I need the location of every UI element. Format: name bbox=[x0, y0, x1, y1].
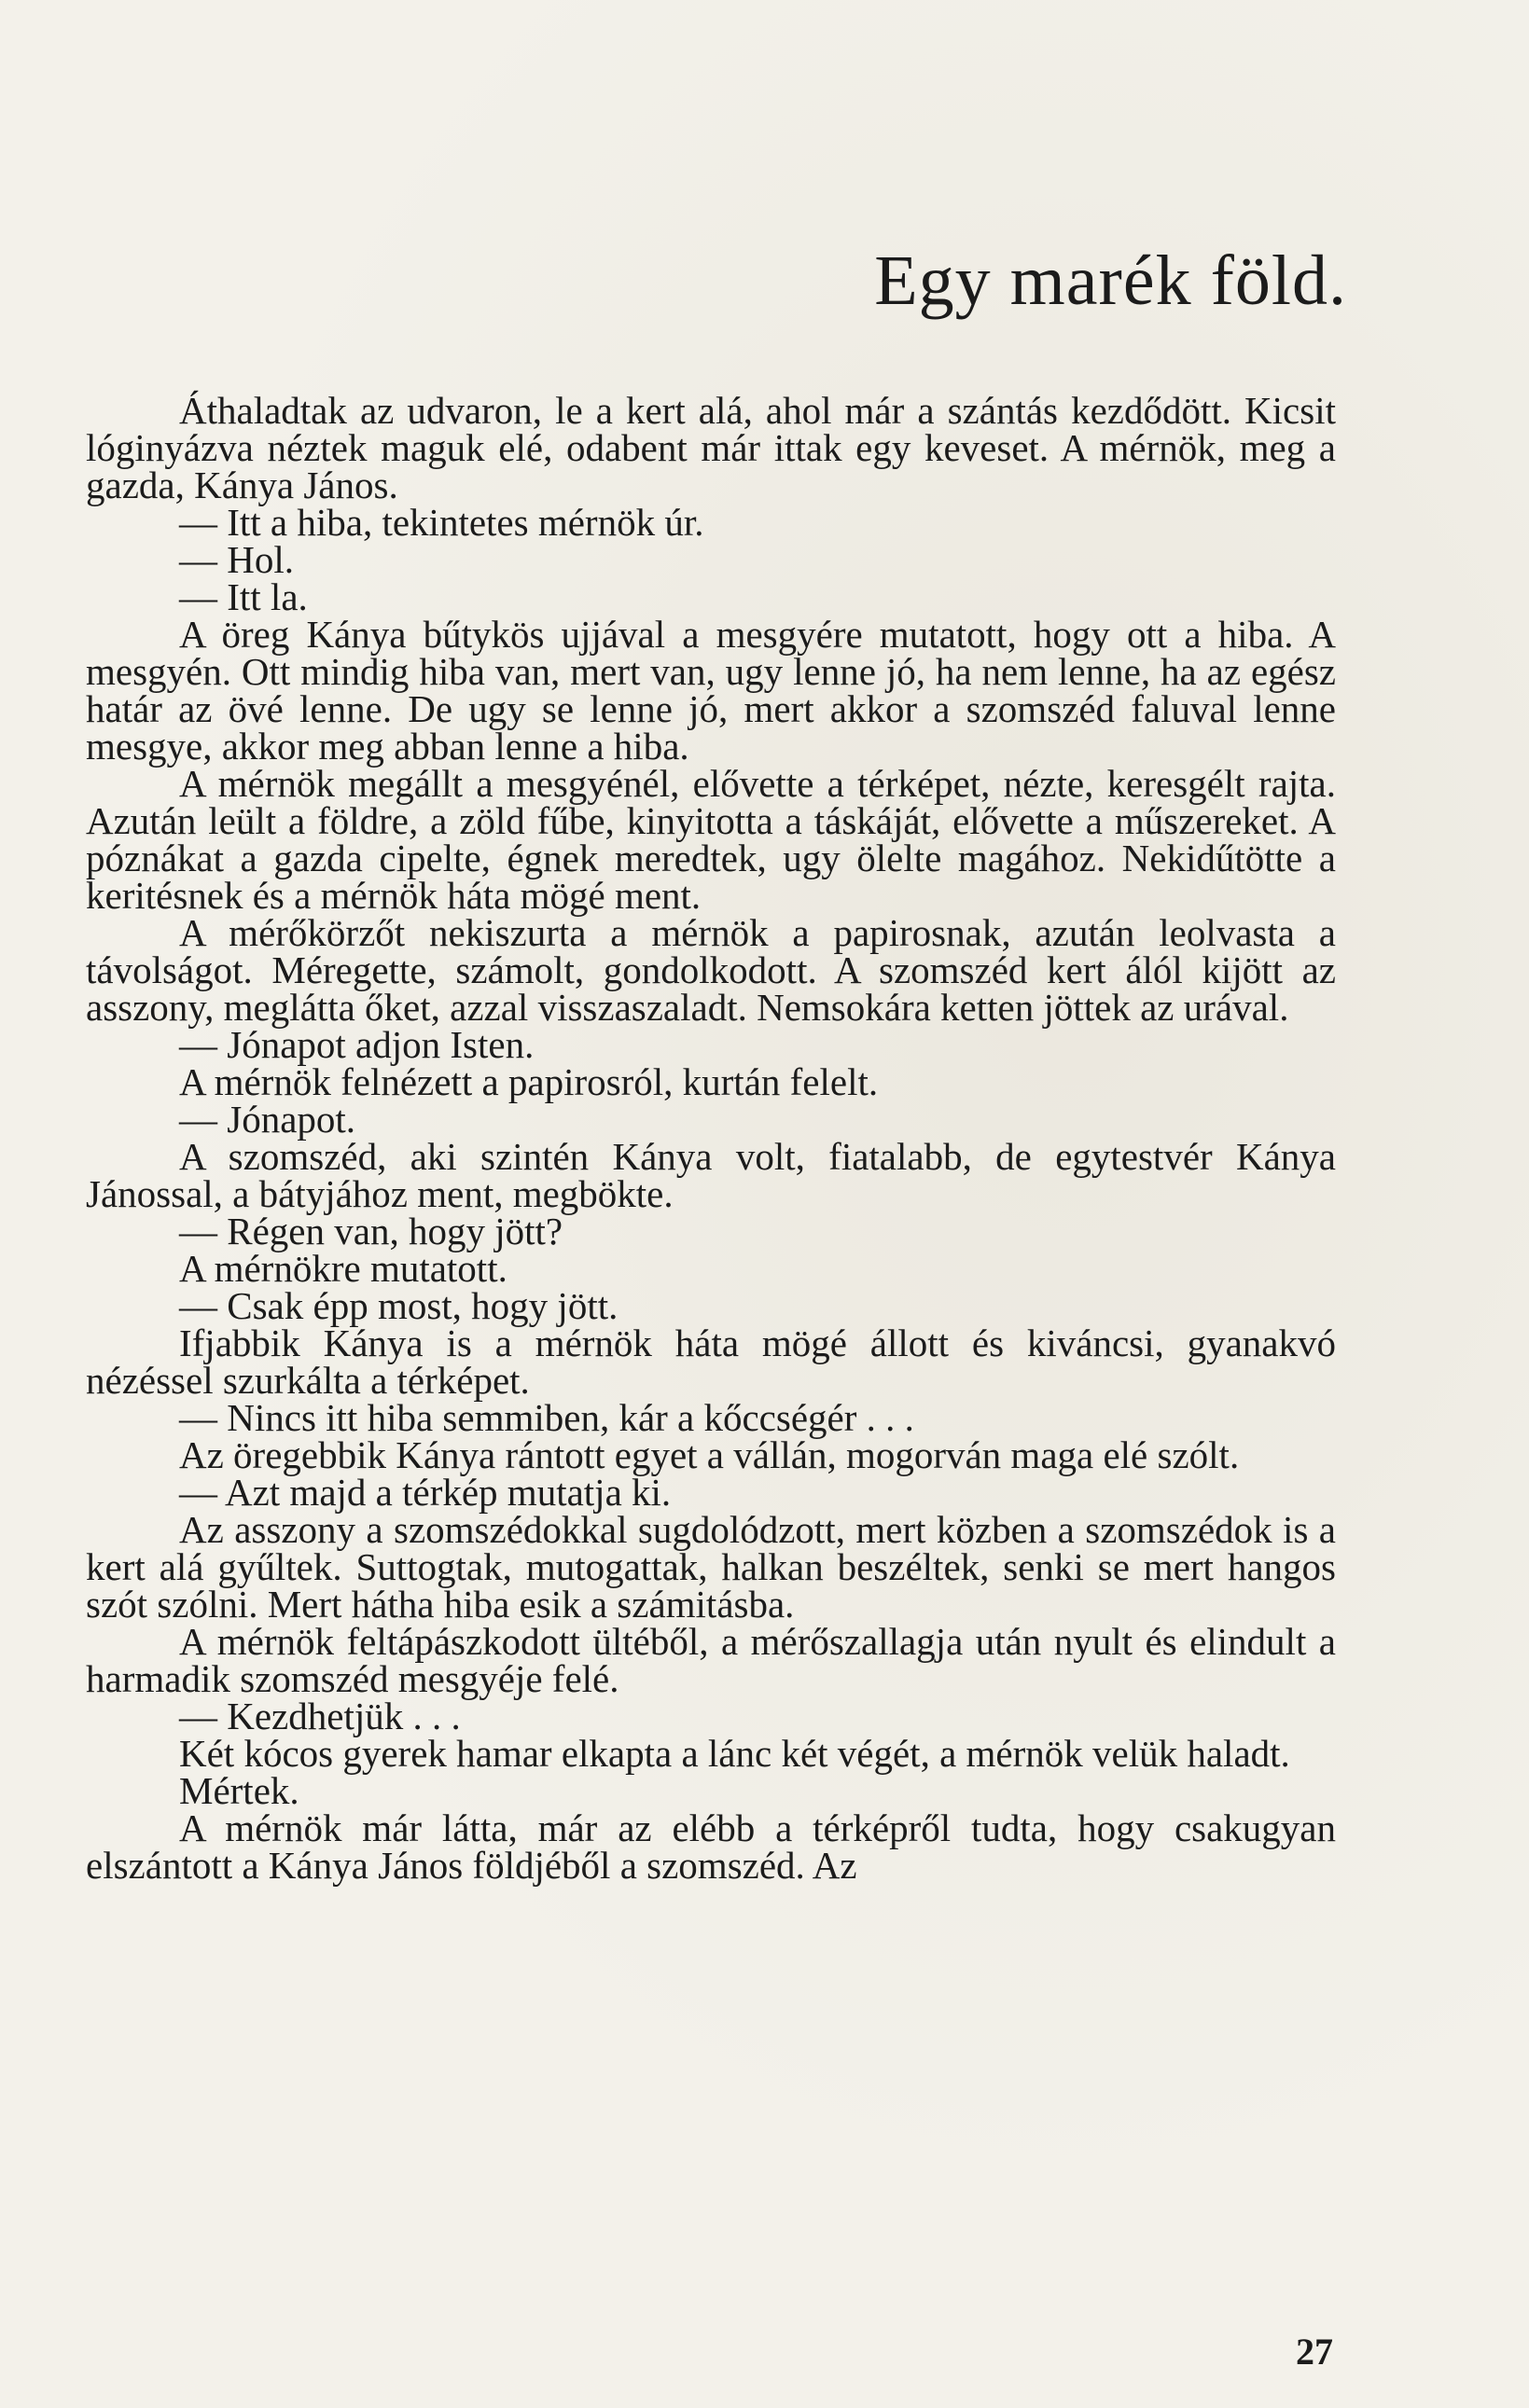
paragraph: A szomszéd, aki szintén Kánya volt, fiatalabb, de egytestvér Kánya Jánossal, a bátyjához ment, megbökte. bbox=[86, 1135, 1336, 1215]
paragraph: Ifjabbik Kánya is a mérnök háta mögé állott és kiváncsi, gyanakvó nézéssel szurkálta a térképet. bbox=[86, 1322, 1336, 1402]
paragraph: A öreg Kánya bűtykös ujjával a mesgyére mutatott, hogy ott a hiba. A mesgyén. Ott mindig hiba van, mert van, ugy lenne jó, ha nem lenne, ha az egész határ az övé lenne. De ugy se lenne jó, mert akkor a szomszéd faluval lenne mesgye, akkor meg abban lenne a hiba. bbox=[86, 613, 1336, 768]
paragraph: Az asszony a szomszédokkal sugdolódzott, mert közben a szomszédok is a kert alá gyűltek. Suttogtak, mutogattak, halkan beszéltek, senki se mert hangos szót szólni. Mert hátha hiba esik a számitásba. bbox=[86, 1508, 1336, 1626]
dialogue-line: — Csak épp most, hogy jött. bbox=[179, 1284, 619, 1327]
paragraph: Két kócos gyerek hamar elkapta a lánc két végét, a mérnök velük haladt. bbox=[179, 1732, 1290, 1775]
dialogue-line: — Régen van, hogy jött? bbox=[179, 1210, 563, 1252]
dialogue-line: — Jónapot. bbox=[179, 1098, 356, 1141]
dialogue-line: — Jónapot adjon Isten. bbox=[179, 1023, 535, 1066]
dialogue-line: — Itt a hiba, tekintetes mérnök úr. bbox=[179, 501, 704, 544]
body-text bbox=[86, 389, 1336, 1887]
paragraph: A mérnök felnézett a papirosról, kurtán felelt. bbox=[179, 1060, 879, 1103]
paragraph: Mértek. bbox=[179, 1769, 299, 1812]
paragraph: A mérnök megállt a mesgyénél, elővette a térképet, nézte, keresgélt rajta. Azután leült a földre, a zöld fűbe, kinyitotta a táskáját, elővette a műszereket. A póznákat a gazda cipelte, égnek meredtek, ugy ölelte magához. Nekidűtötte a keritésnek és a mérnök háta mögé ment. bbox=[86, 762, 1336, 917]
dialogue-line: — Azt majd a térkép mutatja ki. bbox=[179, 1471, 672, 1514]
paragraph: Áthaladtak az udvaron, le a kert alá, ahol már a szántás kezdődött. Kicsit lóginyázva néztek maguk elé, odabent már ittak egy keveset. A mérnök, meg a gazda, Kánya János. bbox=[86, 389, 1336, 506]
dialogue-line: — Nincs itt hiba semmiben, kár a kőccségér . . . bbox=[179, 1396, 914, 1439]
paragraph: A mérőkörzőt nekiszurta a mérnök a papirosnak, azután leolvasta a távolságot. Méregette, számolt, gondolkodott. A szomszéd kert álól kijött az asszony, meglátta őket, azzal visszaszaladt. Nemsokára ketten jöttek az urával. bbox=[86, 911, 1336, 1029]
dialogue-line: — Kezdhetjük . . . bbox=[179, 1695, 461, 1737]
paragraph: A mérnökre mutatott. bbox=[179, 1247, 507, 1290]
page-number: 27 bbox=[1296, 2331, 1333, 2373]
paragraph: A mérnök feltápászkodott ültéből, a mérőszallagja után nyult és elindult a harmadik szomszéd mesgyéje felé. bbox=[86, 1620, 1336, 1700]
dialogue-line: — Itt la. bbox=[179, 575, 308, 618]
paragraph: A mérnök már látta, már az elébb a térképről tudta, hogy csakugyan elszántott a Kánya János földjéből a szomszéd. Az bbox=[86, 1806, 1336, 1887]
chapter-title: Egy marék föld. bbox=[874, 242, 1347, 320]
dialogue-line: — Hol. bbox=[179, 538, 294, 581]
paragraph: Az öregebbik Kánya rántott egyet a vállán, mogorván maga elé szólt. bbox=[179, 1433, 1240, 1476]
